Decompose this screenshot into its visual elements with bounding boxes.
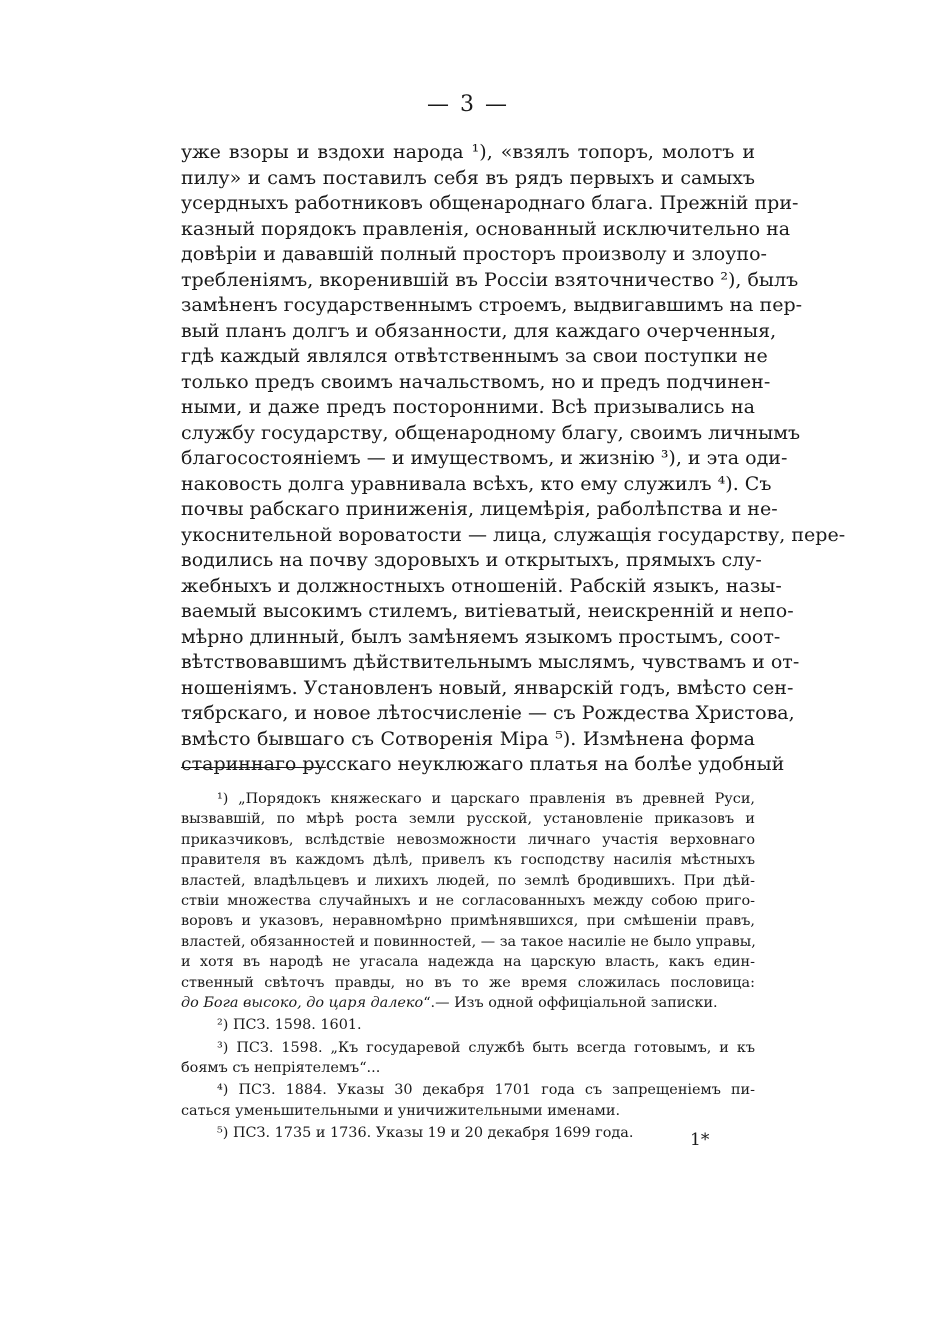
footnote-line: вызвавшій, по мѣрѣ роста земли русской, установленіе приказовъ и	[181, 811, 755, 828]
main-text-line: усердныхъ работниковъ общенароднаго блага. Прежній при-	[181, 192, 799, 214]
main-text-line: жебныхъ и должностныхъ отношеній. Рабскій языкъ, назы-	[181, 574, 782, 597]
footnote-line: ³) ПСЗ. 1598. „Къ государевой службѣ быть всегда готовымъ, и къ	[217, 1039, 755, 1056]
main-text-line: наковость долга уравнивала всѣхъ, кто ему служилъ ⁴). Съ	[181, 472, 772, 495]
main-text-line: мѣрно длинный, былъ замѣняемъ языкомъ простымъ, соот-	[181, 625, 781, 648]
footnote-4	[181, 1080, 755, 1121]
footnote-5: ⁵) ПСЗ. 1735 и 1736. Указы 19 и 20 декабря 1699 года.	[217, 1125, 634, 1142]
main-text-line: вмѣсто бывшаго съ Сотворенія Міра ⁵). Измѣнена форма	[181, 727, 755, 750]
main-text-line: водились на почву здоровыхъ и открытыхъ, прямыхъ слу-	[181, 549, 762, 571]
main-text-line: гдѣ каждый являлся отвѣтственнымъ за свои поступки не	[181, 345, 768, 367]
main-text-line: вый планъ долгъ и обязанности, для каждаго очерченныя,	[181, 319, 777, 342]
footnote-line: властей, обязанностей и повинностей, — за такое насиліе не было управы,	[181, 933, 756, 950]
main-text-line: довѣріи и дававшій полный просторъ произволу и злоупо-	[181, 243, 767, 265]
footnote-line: приказчиковъ, вслѣдствіе невозможности личнаго участія верховнаго	[181, 831, 755, 848]
main-text-line: вѣтствовавшимъ дѣйствительнымъ мыслямъ, чувствамъ и от-	[181, 651, 800, 673]
footnote-line: ⁴) ПСЗ. 1884. Указы 30 декабря 1701 года съ запрещеніемъ пи-	[217, 1082, 755, 1099]
proverb-italic: до Бога высоко, до царя далеко	[181, 994, 424, 1011]
footnote-line: ственный свѣточъ правды, но въ то же время сложилась пословица:	[181, 974, 755, 991]
footnote-line: правителя въ каждомъ дѣлѣ, привелъ къ господству насилія мѣстныхъ	[181, 852, 755, 869]
main-text-line: ными, и даже предъ посторонними. Всѣ призывались на	[181, 396, 755, 418]
footnote-line: воровъ и указовъ, неравномѣрно примѣнявшихся, при смѣшеніи правъ,	[181, 913, 755, 930]
main-text-line: требленіямъ, вкоренившій въ Россіи взяточничество ²), былъ	[181, 268, 799, 291]
main-text-line: ваемый высокимъ стилемъ, витіеватый, неискренній и непо-	[181, 600, 794, 622]
footnote-line: боямъ съ непріятелемъ“...	[181, 1060, 381, 1077]
footnote-line	[181, 993, 755, 1013]
footnote-1	[181, 789, 755, 1013]
main-text-line: пилу» и самъ поставилъ себя въ рядъ первыхъ и самыхъ	[181, 166, 755, 189]
footnotes-block	[181, 789, 755, 1144]
footnote-line: саться уменьшительными и уничижительными именами.	[181, 1102, 621, 1119]
footnote-2: ²) ПСЗ. 1598. 1601.	[217, 1017, 362, 1034]
main-text-line: уже взоры и вздохи народа ¹), «взялъ топоръ, молотъ и	[181, 141, 755, 163]
footnote-line: и хотя въ народѣ не угасала надежда на царскую власть, какъ един-	[181, 954, 755, 971]
footnote-line: ¹) „Порядокъ княжескаго и царскаго правленія въ древней Руси,	[217, 791, 755, 807]
main-text-line: стариннаго русскаго неуклюжаго платья на болѣе удобный	[181, 753, 785, 775]
footnote-divider	[181, 767, 326, 768]
main-text-line: укоснительной вороватости — лица, служащія государству, пере-	[181, 523, 846, 546]
page-number: — 3 —	[427, 92, 509, 117]
main-text-line: почвы рабскаго приниженія, лицемѣрія, раболѣпства и не-	[181, 498, 778, 520]
main-text-line: благосостояніемъ — и имуществомъ, и жизнію ³), и эта оди-	[181, 447, 788, 469]
main-text-line: ношеніямъ. Установленъ новый, январскій годъ, вмѣсто сен-	[181, 676, 794, 699]
main-text-block	[181, 140, 846, 778]
signature-mark: 1*	[690, 1130, 710, 1150]
footnote-source: “.— Изъ одной оффиціальной записки.	[423, 994, 718, 1011]
main-text-line: замѣненъ государственнымъ строемъ, выдвигавшимъ на пер-	[181, 294, 803, 316]
main-text-line: службу государству, общенародному благу, своимъ личнымъ	[181, 421, 801, 444]
footnote-line: властей, владѣльцевъ и лихихъ людей, по землѣ бродившихъ. При дѣй-	[181, 872, 755, 889]
footnote-line: ствіи множества случайныхъ и не согласованныхъ между собою приго-	[181, 892, 755, 909]
main-text-line: только предъ своимъ начальствомъ, но и предъ подчинен-	[181, 370, 771, 393]
main-text-line: тябрскаго, и новое лѣтосчисленіе — съ Рождества Христова,	[181, 702, 795, 724]
main-text-line: казный порядокъ правленія, основанный исключительно на	[181, 217, 791, 240]
footnote-3	[181, 1038, 755, 1079]
